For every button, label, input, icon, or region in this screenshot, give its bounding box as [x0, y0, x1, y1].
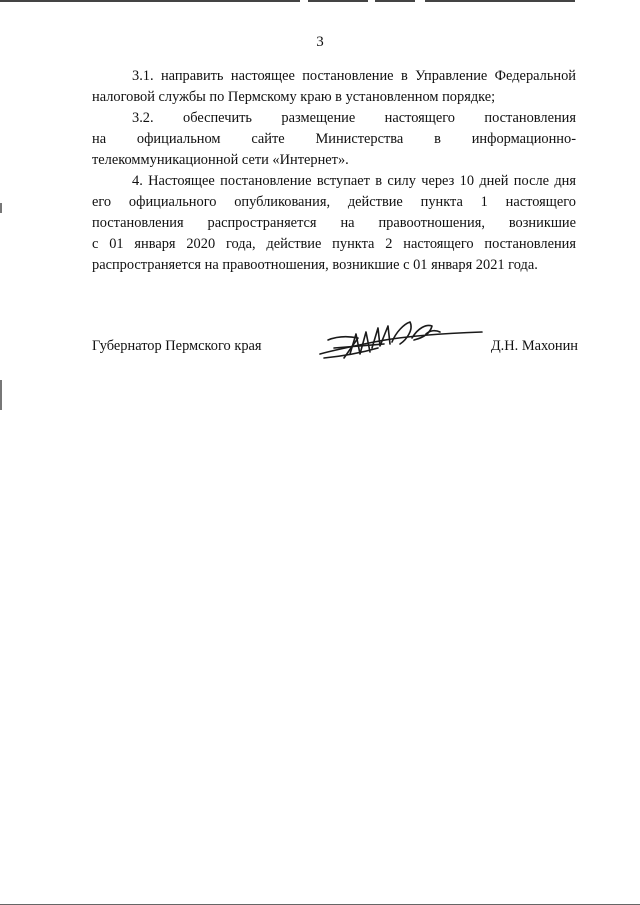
page-number: 3	[316, 34, 324, 50]
left-edge-artifact	[0, 380, 2, 410]
handwritten-signature	[314, 318, 484, 362]
signer-name: Д.Н. Махонин	[490, 338, 578, 354]
clause-3-2-line: телекоммуникационной сети «Интернет».	[92, 152, 349, 168]
clause-3-1-line: 3.1. направить настоящее постановление в Управление Федеральной	[132, 68, 576, 84]
clause-3-1-line: налоговой службы по Пермскому краю в установленном порядке;	[92, 89, 496, 105]
top-edge-artifact	[0, 0, 640, 3]
clause-3-2-line: 3.2. обеспечить размещение настоящего постановления	[132, 110, 576, 126]
clause-4-line: постановления распространяется на правоотношения, возникшие	[92, 215, 576, 231]
clause-3-2-line: на официальном сайте Министерства в информационно-	[92, 131, 576, 147]
left-edge-artifact	[0, 203, 2, 213]
clause-4-line: его официального опубликования, действие пункта 1 настоящего	[92, 194, 576, 210]
clause-4-line: распространяется на правоотношения, возникшие с 01 января 2021 года.	[92, 257, 538, 273]
clause-4-line: с 01 января 2020 года, действие пункта 2 настоящего постановления	[92, 236, 576, 252]
clause-4	[92, 171, 576, 276]
clause-3-2	[92, 108, 576, 171]
clause-3-1	[92, 66, 576, 108]
clause-4-line: 4. Настоящее постановление вступает в силу через 10 дней после дня	[132, 173, 576, 189]
signer-position: Губернатор Пермского края	[92, 338, 262, 354]
